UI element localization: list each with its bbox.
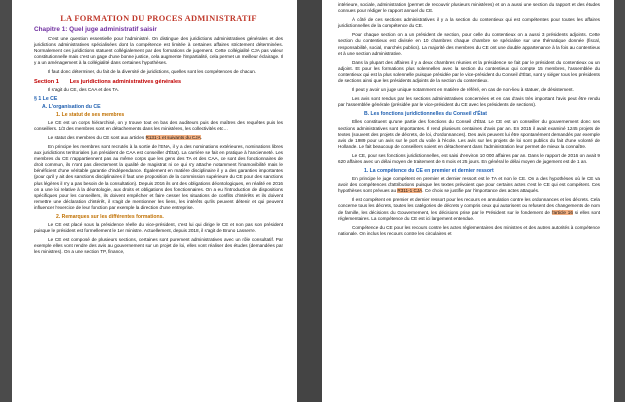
paragraph: Le CE est placé sous la présidence réelle du vice-président, c'est lui qui dirige le CE et non pas son président puisque le président est formellement le 1er ministre. Actuellement, depuis 2018, il s'agit de Bruno Lasserre.: [34, 221, 283, 234]
paragraph: Il peut y avoir un juge unique notamment en matière de référé, en cas de non-lieu à statuer, de désistement.: [352, 87, 574, 93]
document-page-right: [322, 0, 614, 402]
text-run: si elles sont réglementaires. La compétence du CE est ici largement entendue.: [338, 209, 601, 221]
paragraph: [338, 197, 600, 221]
numbered-heading: 1. La compétence du CE en premier et dernier ressort: [364, 168, 494, 175]
paragraph: À côté de ces sections administratives il y a la section du contentieux qui est compétentes pour toutes les affaires juridictionnelles de la compétence du CE.: [338, 17, 600, 29]
paragraph: Le CE est composé de plusieurs sections, certaines sont purement administratives avec un rôle consultatif. Par exemple elles vont rendre des avis au gouvernement sur un projet de loi, elles vont réaliser des études (demandées par les ministres). On a une section TP, finance,: [34, 237, 283, 255]
highlighted-reference: R311-1 CJA: [397, 188, 423, 194]
paragraph: Dans la plupart des affaires il y a deux chambres réunies et la présidence se fait par le président du contentieux ou un adjoint. Et pour les formations plus solennelles avec la section du contentieux qui compte 15 membres, l'assemblée du contentieux qui est la plus solennelle puisque présidée par le vice-président du Conseil d'État, sont y siéger tous les présidents de sections ainsi que les présidents adjoints de la section du contentieux.: [338, 59, 600, 84]
subsection-heading: A. L'organisation du CE: [42, 103, 101, 110]
text-run: .: [200, 134, 202, 140]
text-run: Il est compétent en premier et dernier ressort pour les recours en annulation contre les ordonnances et les décrets. Cela concerne tous les décrets, toutes les catégories de décrets y compris ceux qui autorisent ou refusent des changements de nom de famille, les décisions du Gouvernement, les décisions prise par le Président sur le fondement de: [338, 197, 600, 215]
paragraph-heading: § 1 Le CE: [34, 95, 58, 102]
chapter-heading: Chapitre 1: Quel juge administratif saisir: [34, 26, 157, 33]
paragraph: Il faut donc déterminer, du fait de la diversité de juridictions, quelles sont les compétences de chacun.: [48, 69, 257, 75]
paragraph: Il s'agit du CE, des CAA et des TA.: [48, 86, 120, 92]
highlighted-reference: R131-1 et suivants du CJA: [145, 134, 201, 140]
page-gap: [297, 0, 322, 402]
document-title: LA FORMATION DU PROCES ADMINISTRATIF: [60, 14, 257, 23]
section-title: Les juridictions administratives générales: [69, 78, 182, 85]
paragraph: Pour chaque section on a un président de section, pour celle du contentieux on a aussi 3 présidents adjoints. Cette section du contentieux est divisée en 10 chambres chaque chambre se spécialise sur une thématique donnée (fiscal, responsabilité, social, marchés publics). La majorité des membres du CE ont une double appartenance à la fois au contentieux et à une section administrative.: [338, 32, 600, 56]
numbered-heading: 2. Remarques sur les différentes formations.: [56, 213, 164, 220]
paragraph: Elles constituent qu'une partie des fonctions du Conseil d'État. Le CE est un conseiller du gouvernement donc ses sections administratives sont importantes. Il rend plusieurs centaines d'avis par an. En 2015 il avait examiné 1245 projets de textes (souvent des projets de décrets, de loi, d'ordonnances). Des avis peuvent lui être spontanément demandés par exemple avis de 1989 pour un avis sur le port du voile à l'école. Les avis sur les projets de loi sont publics du fait d'une volonté de Hollande. Le fait beaucoup de conseillers soient en détachement dans l'administration leur permet de mieux la connaître.: [338, 119, 600, 149]
numbered-heading: B. Les fonctions juridictionnelles du Conseil d'État: [364, 111, 487, 118]
numbered-heading: 1. Le statut de ses membres: [56, 111, 125, 118]
document-page-left: [12, 0, 297, 402]
paragraph: [34, 135, 283, 141]
paragraph: Compétence du CE pour les recours contre les actes réglementaires des ministres et des autres autorités à compétence nationale. On inclus les recours contre les circulaires et: [338, 224, 600, 236]
paragraph: intérieure, sociale, administration (permet de recouvrir plusieurs ministères) et on a aussi une section du rapport et des études connues pour rédiger le rapport annuel du CE.: [338, 2, 600, 14]
paragraph: [338, 176, 600, 194]
text-run: Le statut des membres du CE sont aux articles: [48, 134, 146, 140]
paragraph: C'est une question essentielle pour l'administré. On distingue des juridictions administratives générales et des juridictions administratives spécialisées dont la compétence est limitée à certaines affaires strictement déterminées. Normalement ces juridictions statuent collégialement par des formations de jugement. Cette collégialité CJA pas valeur constitutionnelle mais c'est un gage d'une bonne justice, cela augmente l'impartialité, cela permet un meilleur éclairage. Il y a un aménagement à la collégialité dans certaines hypothèses.: [34, 36, 283, 66]
text-run: En principe le juge compétent en premier et dernier ressort est le TA et non le CE. On a des hypothèses où le CE va avoir des compétences d'attributions puisque les textes prévoient que pour certains actes c'est le CE qui est compétent. Ces hypothèses sont prévues au: [338, 176, 600, 194]
text-run: . Ce choix se justifie par l'importance des actes attaqués.: [422, 188, 540, 194]
section-heading: [34, 79, 283, 85]
section-number: Section 1: [34, 78, 59, 85]
highlighted-reference: l'article 16: [551, 209, 573, 215]
paragraph: Le CE est un corps hiérarchisé, on y trouve tout en bas des auditeurs puis des maîtres des requêtes puis les conseillers. 1/3 des membres sont en détachements dans les ministères, les collectivités etc…: [34, 119, 283, 131]
paragraph: Les avis sont rendus par les sections administratives concernées et en cas d'avis très important l'avis peut être rendu par l'assemblée générale (présidée par le vice-président du CE avec les présidents de sections).: [338, 96, 600, 108]
paragraph: Le CE, pour ses fonctions juridictionnelles, est saisi d'environ 10 000 affaires par an. Dans le rapport de 2016 on avait 9 620 affaires avec un délai moyen de traitement de 6 mois et 25 jours. En général le délai moyen de jugement est de 1 an.: [338, 152, 600, 164]
paragraph: En principe les membres sont recrutés à la sortie de l'ENA, il y a des nominations extérieures, nominations libres aux juridictions territoriales (un président de CAA est conseiller d'État). La carrière se fait en pratique à l'ancienneté. Les membres du CE n'appartiennent pas au même corps que les gens des TA et des CAA, ce sont des fonctionnaires de droit commun, ils n'ont pas directement la qualité de magistrat ni ce qui s'y attache notamment l'inamovibilité mais le bénéficient d'une véritable garantie d'indépendance. Également en matière disciplinaire il y a des garanties importantes (pour qu'il y ait des sanctions disciplinaires il faut une proposition de la commission supérieure du CE pour des sanctions plus légères il n'y a pas besoin de la consultation). Depuis 2016 ils ont des obligations déontologiques, en réalité en 2016 on a une loi relative à la déontologie, aux droits et obligations des fonctionnaires. On a eu l'introduction de dispositions spécifiques pour les conseillers, ils doivent empêcher et faire cesser les situations de conflits d'intérêts et ils doivent remettre une déclaration d'intérêt, il s'agit de mentionner les liens, les intérêts qu'ils peuvent détenir et qui peuvent influencer l'exercice de leur fonction par exemple la direction d'une entreprise.: [34, 143, 283, 210]
